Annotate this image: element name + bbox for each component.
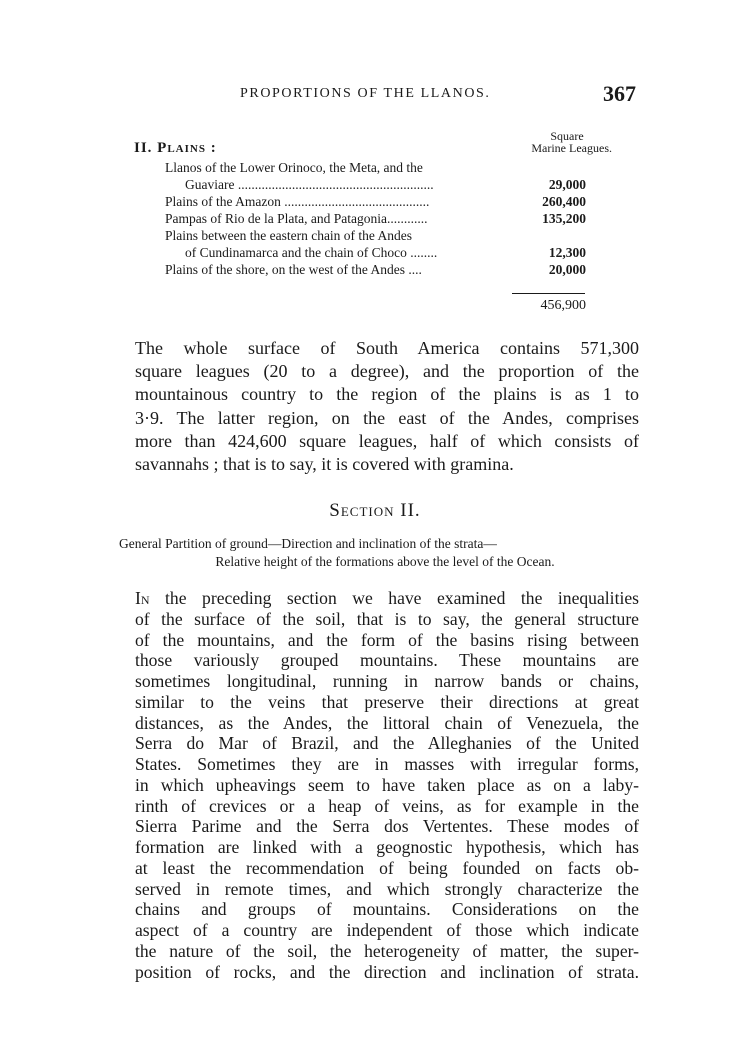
paragraph-line: The whole surface of South America contains 571,300	[135, 338, 639, 358]
section-summary	[115, 535, 655, 571]
summary-line: General Partition of ground—Direction and inclination of the strata—	[119, 536, 497, 551]
paragraph-line: savannahs ; that is to say, it is covered with gramina.	[135, 454, 514, 475]
table-heading: II. Plains :	[134, 140, 217, 156]
table-row	[0, 176, 750, 193]
paragraph-line: Sierra Parime and the Serra dos Vertentes. These modes of	[135, 816, 639, 837]
row-label: Guaviare ..........................................................	[185, 177, 434, 192]
paragraph-line: in which upheavings seem to have taken place as on a laby-	[135, 774, 639, 795]
paragraph-line: more than 424,600 square leagues, half of which consists of	[135, 430, 639, 451]
table-row	[0, 244, 750, 261]
row-value: 260,400	[542, 194, 586, 209]
column-header-line2: Marine Leagues.	[531, 141, 612, 155]
summary-line: Relative height of the formations above the level of the Ocean.	[215, 554, 555, 569]
row-label: Pampas of Rio de la Plata, and Patagonia............	[165, 211, 428, 226]
row-value: 29,000	[548, 177, 586, 192]
row-label: Plains of the Amazon ...........................................	[165, 194, 430, 209]
total-rule	[512, 293, 585, 294]
paragraph-line: square leagues (20 to a degree), and the proportion of the	[135, 361, 639, 382]
running-head	[0, 81, 750, 110]
table-row	[0, 227, 750, 244]
paragraph-surface-proportions	[135, 337, 639, 476]
table-row	[0, 159, 750, 176]
table-row	[0, 210, 750, 227]
paragraph-line: formation are linked with a geognostic hypothesis, which has	[135, 837, 639, 857]
paragraph-line: of the mountains, and the form of the basins rising between	[135, 629, 639, 650]
column-header	[492, 130, 612, 154]
table-row	[0, 193, 750, 210]
paragraph-line: aspect of a country are independent of those which indicate	[135, 920, 639, 940]
section-title: Section II.	[329, 500, 421, 521]
paragraph-line-text: the preceding section we have examined the inequalities	[149, 588, 639, 608]
paragraph-line: similar to the veins that preserve their directions at great	[135, 691, 639, 712]
paragraph-line: served in remote times, and which strongly characterize the	[135, 878, 639, 899]
page-number: 367	[603, 81, 636, 106]
row-label: of Cundinamarca and the chain of Choco ........	[185, 245, 438, 260]
paragraph-line: mountainous country to the region of the plains is as 1 to	[135, 384, 639, 405]
row-value: 20,000	[548, 262, 586, 277]
paragraph-line: at least the recommendation of being founded on facts ob-	[135, 857, 639, 878]
table-row	[0, 261, 750, 278]
table-rows	[0, 159, 750, 278]
paragraph-line: States. Sometimes they are in masses with irregular forms,	[135, 754, 639, 774]
paragraph-line: sometimes longitudinal, running in narrow bands or chains,	[135, 671, 639, 691]
paragraph-general-partition	[135, 588, 639, 982]
paragraph-line: chains and groups of mountains. Considerations on the	[135, 899, 639, 920]
paragraph-line: of the surface of the soil, that is to say, the general structure	[135, 608, 639, 629]
paragraph-line: those variously grouped mountains. These mountains are	[135, 650, 639, 671]
row-value: 135,200	[542, 211, 586, 226]
paragraph-line	[135, 588, 639, 609]
paragraph-line: 3·9. The latter region, on the east of the Andes, comprises	[135, 407, 639, 428]
table-header	[0, 130, 750, 162]
row-label: Plains between the eastern chain of the Andes	[165, 228, 413, 243]
paragraph-line: Serra do Mar of Brazil, and the Alleghanies of the United	[135, 733, 639, 754]
running-head-title: PROPORTIONS OF THE LLANOS.	[240, 86, 491, 101]
paragraph-line: rinth of crevices or a heap of veins, as for example in the	[135, 795, 639, 816]
column-header-line1: Square	[550, 129, 584, 143]
paragraph-line: the nature of the soil, the heterogeneity of matter, the super-	[135, 940, 639, 961]
table-total: 456,900	[540, 298, 586, 313]
paragraph-line: position of rocks, and the direction and inclination of strata.	[135, 961, 639, 982]
dropcap-word: In	[135, 588, 150, 608]
paragraph-line: distances, as the Andes, the littoral chain of Venezuela, the	[135, 712, 639, 733]
row-value: 12,300	[548, 245, 586, 260]
row-label: Llanos of the Lower Orinoco, the Meta, and the	[165, 160, 423, 175]
row-label: Plains of the shore, on the west of the Andes ....	[165, 262, 422, 277]
